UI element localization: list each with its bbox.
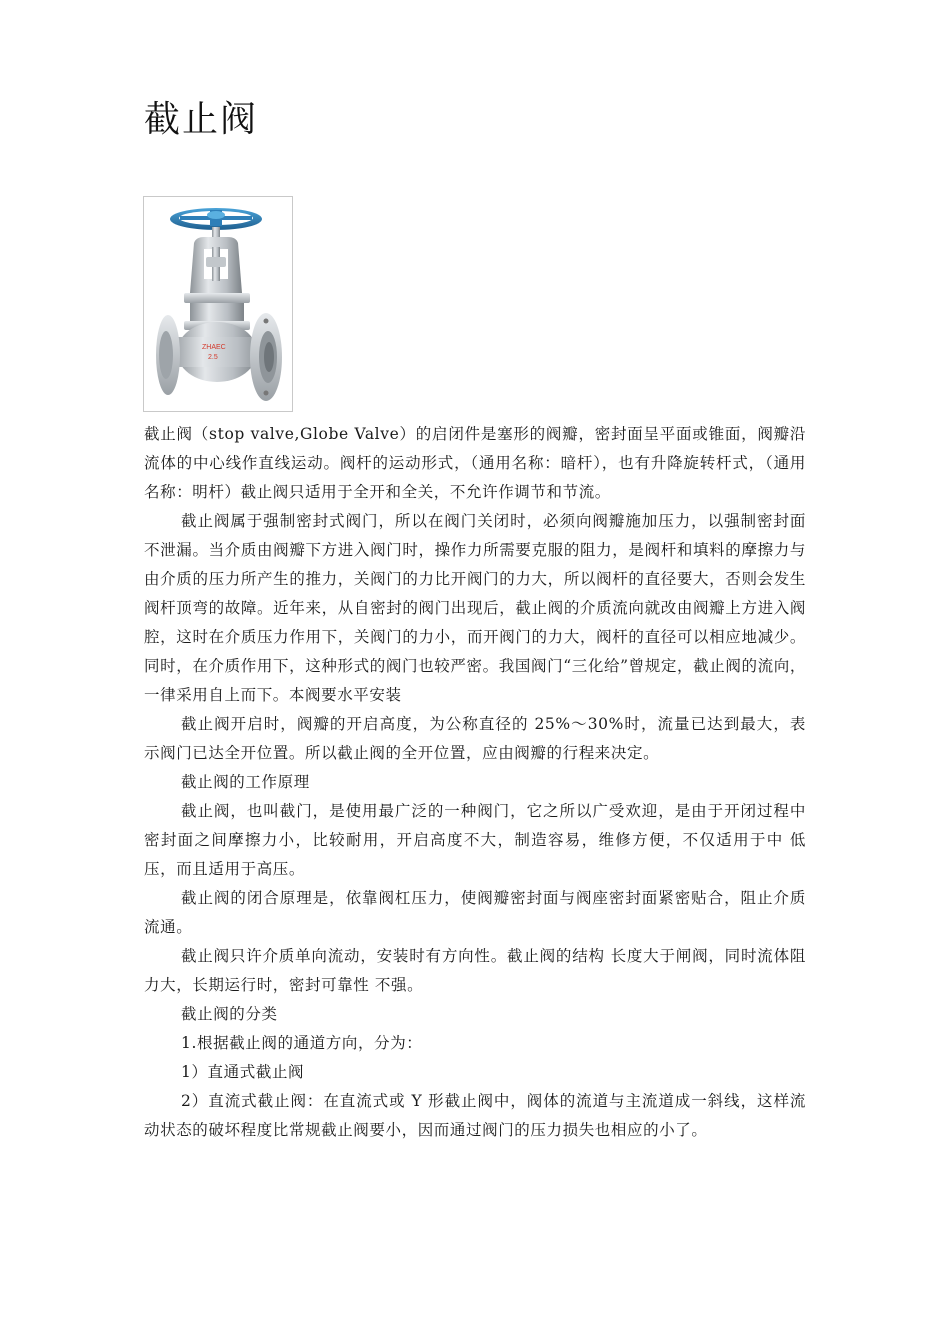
- globe-valve-photo-icon: [144, 197, 292, 411]
- paragraph-1: 截止阀（stop valve,Globe Valve）的启闭件是塞形的阀瓣，密封面呈平面或锥面，阀瓣沿流体的中心线作直线运动。阀杆的运动形式，（通用名称：暗杆），也有升降旋转杆式，（通用名称：明杆）截止阀只适用于全开和全关，不允许作调节和节流。: [144, 425, 806, 501]
- list-heading: 1.根据截止阀的通道方向，分为：: [181, 1034, 423, 1052]
- list-item-1: 1）直通式截止阀: [181, 1063, 305, 1081]
- globe-valve-photo-frame: [143, 196, 293, 412]
- section-heading-classification: 截止阀的分类: [181, 1005, 278, 1023]
- list-item-2: 2）直流式截止阀：在直流式或 Y 形截止阀中，阀体的流道与主流道成一斜线，这样流动状态的破坏程度比常规截止阀要小，因而通过阀门的压力损失也相应的小了。: [144, 1092, 806, 1139]
- paragraph-7: 截止阀只许介质单向流动，安装时有方向性。截止阀的结构 长度大于闸阀，同时流体阻力大，长期运行时，密封可靠性 不强。: [144, 947, 806, 994]
- page-title: 截止阀: [144, 99, 259, 140]
- paragraph-2: 截止阀属于强制密封式阀门，所以在阀门关闭时，必须向阀瓣施加压力，以强制密封面不泄漏。当介质由阀瓣下方进入阀门时，操作力所需要克服的阻力，是阀杆和填料的摩擦力与由介质的压力所产生的推力，关阀门的力比开阀门的力大，所以阀杆的直径要大，否则会发生阀杆顶弯的故障。近年来，从自密封的阀门出现后，截止阀的介质流向就改由阀瓣上方进入阀腔，这时在介质压力作用下，关阀门的力小，而开阀门的力大，阀杆的直径可以相应地减少。同时，在介质作用下，这种形式的阀门也较严密。我国阀门“三化给”曾规定，截止阀的流向，一律采用自上而下。本阀要水平安装: [144, 512, 806, 704]
- article-body: [144, 420, 806, 1145]
- section-heading-working-principle: 截止阀的工作原理: [181, 773, 310, 791]
- paragraph-6: 截止阀的闭合原理是，依靠阀杠压力，使阀瓣密封面与阀座密封面紧密贴合，阻止介质流通。: [144, 889, 806, 936]
- svg-text:ZHAEC: ZHAEC: [202, 344, 226, 351]
- paragraph-3: 截止阀开启时，阀瓣的开启高度，为公称直径的 25%～30%时，流量已达到最大，表示阀门已达全开位置。所以截止阀的全开位置，应由阀瓣的行程来决定。: [144, 715, 806, 762]
- svg-text:2.5: 2.5: [208, 354, 218, 361]
- paragraph-5: 截止阀，也叫截门，是使用最广泛的一种阀门，它之所以广受欢迎，是由于开闭过程中密封面之间摩擦力小，比较耐用，开启高度不大，制造容易，维修方便，不仅适用于中 低压，而且适用于高压。: [144, 802, 806, 878]
